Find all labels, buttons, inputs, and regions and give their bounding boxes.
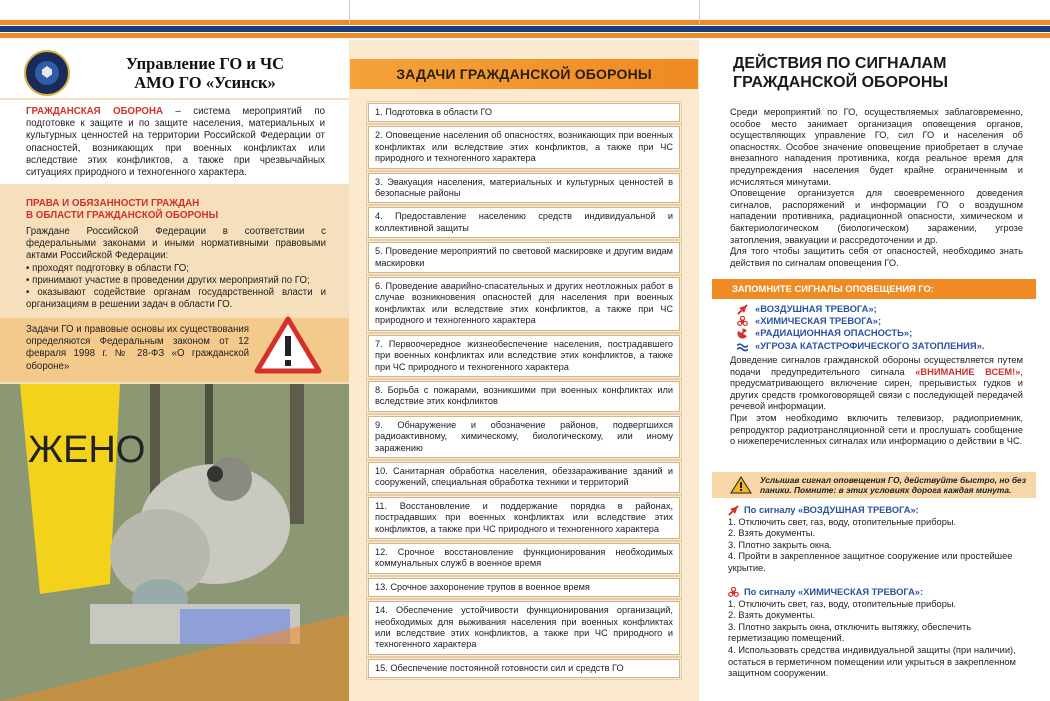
air-raid-heading: По сигналу «ВОЗДУШНАЯ ТРЕВОГА»:: [728, 505, 1026, 517]
task-item: 1. Подготовка в области ГО: [368, 103, 680, 122]
plane-icon: [728, 505, 739, 516]
tasks-list: [368, 103, 680, 682]
task-item: 11. Восстановление и поддержание порядка в районах, пострадавших при военных конфликтах или вследствие этих конфликтов, а также при ЧС природного и техногенного характера: [368, 497, 680, 539]
rights-text: Граждане Российской Федерации в соответствии с федеральными законами и иными нормативными правовыми актами Российской Федерации: • проходят подготовку в области ГО; • принимают участие в проведении других мероприятий по ГО; • оказывают содействие органам государственной власти и организациям в решении задач в области ГО.: [26, 226, 326, 311]
task-item: 3. Эвакуация населения, материальных и культурных ценностей в безопасные районы: [368, 173, 680, 204]
plane-icon: [737, 304, 748, 315]
rights-heading: ПРАВА И ОБЯЗАННОСТИ ГРАЖДАН В ОБЛАСТИ ГРАЖДАНСКОЙ ОБОРОНЫ: [26, 198, 219, 221]
fold-line: [349, 0, 350, 24]
definition-term: ГРАЖДАНСКАЯ ОБОРОНА: [26, 106, 163, 117]
task-item: 13. Срочное захоронение трупов в военное время: [368, 578, 680, 597]
signals-title: ДЕЙСТВИЯ ПО СИГНАЛАМ ГРАЖДАНСКОЙ ОБОРОНЫ: [733, 55, 949, 91]
chemical-heading: По сигналу «ХИМИЧЕСКАЯ ТРЕВОГА»:: [728, 587, 1026, 599]
signal-item: «ВОЗДУШНАЯ ТРЕВОГА»;: [737, 303, 1027, 315]
task-item: 6. Проведение аварийно-спасательных и других неотложных работ в случае возникновения опасностей для населения при военных конфликтах или вследствие этих конфликтов, а также при ЧС природного и техногенного характера: [368, 277, 680, 331]
signals-list: [737, 303, 1027, 352]
flood-icon: [737, 341, 748, 352]
task-item: 2. Оповещение населения об опасностях, возникающих при военных конфликтах или вследствие этих конфликтов, а также при ЧС природного и техногенного характера: [368, 126, 680, 168]
signal-item: «УГРОЗА КАТАСТРОФИЧЕСКОГО ЗАТОПЛЕНИЯ».: [737, 340, 1027, 352]
biohazard-icon: [737, 316, 748, 327]
rescue-photo: [0, 384, 349, 701]
remember-banner: ЗАПОМНИТЕ СИГНАЛЫ ОПОВЕЩЕНИЯ ГО:: [712, 279, 1036, 299]
task-item: 15. Обеспечение постоянной готовности сил и средств ГО: [368, 659, 680, 678]
tasks-title: ЗАДАЧИ ГРАЖДАНСКОЙ ОБОРОНЫ: [350, 59, 698, 89]
task-item: 5. Проведение мероприятий по световой маскировке и другим видам маскировки: [368, 242, 680, 273]
emblem-icon: [24, 50, 70, 96]
radiation-icon: [737, 328, 748, 339]
task-item: 10. Санитарная обработка населения, обеззараживание зданий и сооружений, специальная обработка техники и территорий: [368, 462, 680, 493]
task-item: 8. Борьба с пожарами, возникшими при военных конфликтах или вследствие этих конфликтов: [368, 381, 680, 412]
signal-item: «ХИМИЧЕСКАЯ ТРЕВОГА»;: [737, 315, 1027, 327]
attention-signal: «ВНИМАНИЕ ВСЕМ!»: [915, 366, 1021, 377]
photo-text: ЖЕНО: [28, 429, 146, 471]
intro-text: Среди мероприятий по ГО, осуществляемых заблаговременно, особое место занимает организация оповещения органов, осуществляющих управление ГО, сил ГО и населения об опасностях. Особое значение оповещение приобретает в случае внезапного нападения противника, когда реальное время для предупреждения населения будет крайне ограниченным и исчисляться минутами. Оповещение организуется для своевременного доведения сигналов, распоряжений и информации ГО о воздушном нападении противника, радиационной опасности, химическом и бактериологическом (биологическом) заражении, угрозе затопления, эвакуации и рассредоточении и др. Для того чтобы защитить себя от опасностей, необходимо знать действия по сигналам оповещения ГО.: [730, 107, 1023, 268]
air-raid-instructions: По сигналу «ВОЗДУШНАЯ ТРЕВОГА»: 1. Отключить свет, газ, воду, отопительные приборы. 2. Взять документы. 3. Плотно закрыть окна. 4. Пройти в закрепленное защитное сооружение или простейшее укрытие.: [728, 505, 1026, 575]
task-item: 7. Первоочередное жизнеобеспечение населения, пострадавшего при военных конфликтах или вследствие этих конфликтов, а также при ЧС природного и техногенного характера: [368, 335, 680, 377]
delivery-text: Доведение сигналов гражданской обороны осуществляется путем подачи предупредительного сигнала «ВНИМАНИЕ ВСЕМ!», предусматривающего включение сирен, прерывистых гудков и других средств громкоговорящей связи с последующей передачей речевой информации. При этом необходимо включить телевизор, радиоприемник, репродуктор радиотрансляционной сети и прослушать сообщение о нижеперечисленных сигналах или информацию о действии в ЧС.: [730, 355, 1023, 447]
alert-box: Услышав сигнал оповещения ГО, действуйте быстро, но без паники. Помните: в этих условиях дорога каждая минута.: [712, 472, 1036, 498]
biohazard-icon: [728, 587, 739, 598]
task-item: 9. Обнаружение и обозначение районов, подвергшихся радиоактивному, химическому, биологическому, или иному заражению: [368, 416, 680, 458]
task-item: 12. Срочное восстановление функционирования необходимых коммунальных служб в военное время: [368, 543, 680, 574]
law-note: Задачи ГО и правовые основы их существования определяются Федеральным законом от 12 февраля 1998 г. № 28-ФЗ «О гражданской обороне»: [0, 318, 349, 382]
task-item: 4. Предоставление населению средств индивидуальной и коллективной защиты: [368, 207, 680, 238]
warning-icon: [730, 476, 752, 494]
definition-text: – система мероприятий по подготовке к защите и по защите населения, материальных и культурных ценностей на территории Российской Федерации от опасностей, возникающих при военных конфликтах или вследствие этих конфликтов, а также при чрезвычайных ситуациях природного и техногенного характера.: [26, 106, 325, 179]
signal-item: «РАДИАЦИОННАЯ ОПАСНОСТЬ»;: [737, 327, 1027, 339]
warning-icon: [254, 316, 322, 374]
task-item: 14. Обеспечение устойчивости функционирования организаций, необходимых для выживания населения при военных конфликтах или вследствие этих конфликтов, а также при ЧС природного и техногенного характера: [368, 601, 680, 655]
fold-line: [699, 0, 700, 24]
org-title: Управление ГО и ЧС АМО ГО «Усинск»: [125, 54, 285, 92]
definition-box: [0, 100, 349, 184]
chemical-instructions: По сигналу «ХИМИЧЕСКАЯ ТРЕВОГА»: 1. Отключить свет, газ, воду, отопительные приборы. 2. Взять документы. 3. Плотно закрыть окна, отключить вытяжку, обеспечить герметизацию помещений. 4. Использовать средства индивидуальной защиты (при наличии), остаться в герметичном помещении или укрыться в закрепленном защитном сооружении.: [728, 587, 1026, 680]
